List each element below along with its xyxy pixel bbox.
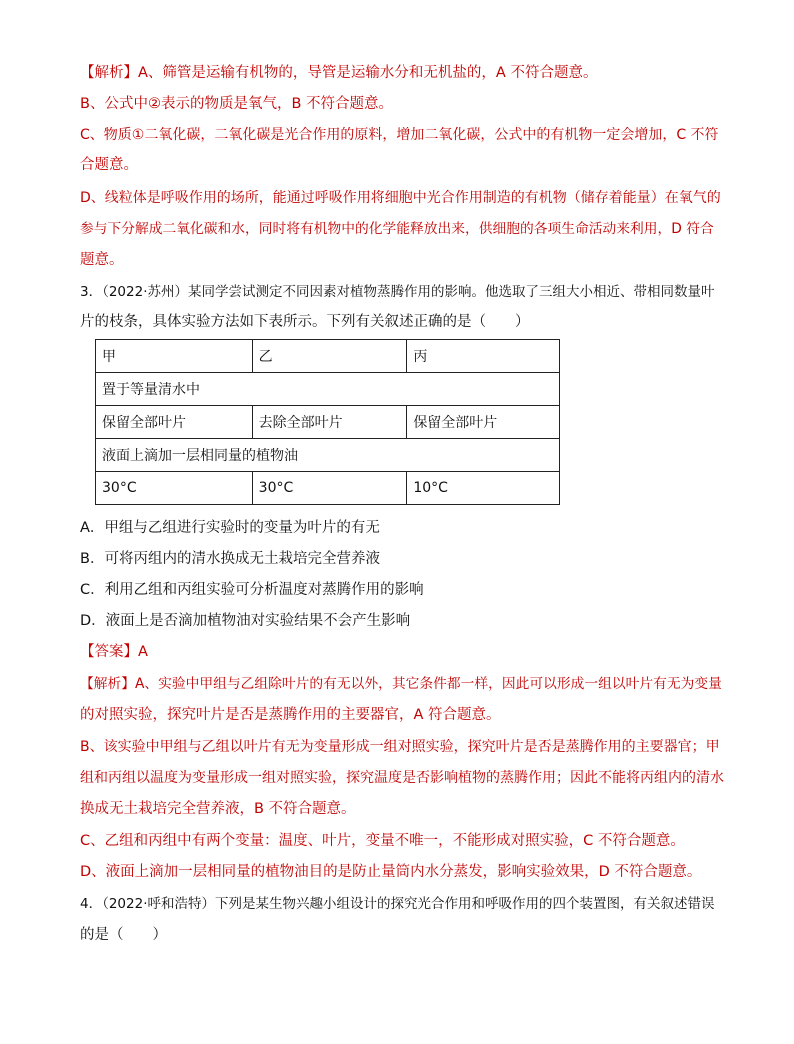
table-cell-temp-yi: 30°C xyxy=(252,472,407,505)
q3-analysis-line-7: D、液面上滴加一层相同量的植物油目的是防止量筒内水分蒸发，影响实验效果，D 不符合题意。 xyxy=(80,864,702,880)
table-cell-jia: 甲 xyxy=(96,340,253,373)
q3-stem-line-1: 3．（2022·苏州）某同学尝试测定不同因素对植物蒸腾作用的影响。他选取了三组大小相近、带相同数量叶 xyxy=(80,284,715,300)
q3-option-d: D．液面上是否滴加植物油对实验结果不会产生影响 xyxy=(80,613,411,629)
table-cell-leaves-bing: 保留全部叶片 xyxy=(407,406,560,439)
q4-stem-line-1: 4．（2022·呼和浩特）下列是某生物兴趣小组设计的探究光合作用和呼吸作用的四个装置图，有关叙述错误 xyxy=(80,896,715,912)
prev-analysis-line-5: D、线粒体是呼吸作用的场所，能通过呼吸作用将细胞中光合作用制造的有机物（储存着能量）在氧气的 xyxy=(80,190,721,206)
table-cell-temp-bing: 10°C xyxy=(407,472,560,505)
q3-analysis-line-5: 换成无土栽培完全营养液，B 不符合题意。 xyxy=(80,801,356,817)
prev-analysis-line-7: 题意。 xyxy=(80,252,124,268)
table-row-water xyxy=(96,373,560,406)
q3-analysis-line-4: 组和丙组以温度为变量形成一组对照实验，探究温度是否影响植物的蒸腾作用；因此不能将丙组内的清水 xyxy=(80,770,724,786)
q3-analysis-line-2: 的对照实验，探究叶片是否是蒸腾作用的主要器官，A 符合题意。 xyxy=(80,707,501,723)
table-cell-bing: 丙 xyxy=(407,340,560,373)
experiment-table xyxy=(95,339,560,505)
q4-stem-line-2: 的是（ ） xyxy=(80,927,167,943)
prev-analysis-line-6: 参与下分解成二氧化碳和水，同时将有机物中的化学能释放出来，供细胞的各项生命活动来利用，D 符合 xyxy=(80,221,714,237)
prev-analysis-line-4: 合题意。 xyxy=(80,157,138,173)
q3-analysis-line-6: C、乙组和丙组中有两个变量：温度、叶片，变量不唯一，不能形成对照实验，C 不符合题意。 xyxy=(80,833,685,849)
q3-analysis-line-3: B、该实验中甲组与乙组以叶片有无为变量形成一组对照实验，探究叶片是否是蒸腾作用的主要器官；甲 xyxy=(80,739,720,755)
table-row-temp xyxy=(96,472,560,505)
table-cell-temp-jia: 30°C xyxy=(96,472,253,505)
table-row-oil xyxy=(96,439,560,472)
table-cell-leaves-yi: 去除全部叶片 xyxy=(252,406,407,439)
table-cell-leaves-jia: 保留全部叶片 xyxy=(96,406,253,439)
q3-analysis-line-1: 【解析】A、实验中甲组与乙组除叶片的有无以外，其它条件都一样，因此可以形成一组以叶片有无为变量 xyxy=(80,676,722,692)
prev-analysis-line-1: 【解析】A、筛管是运输有机物的，导管是运输水分和无机盐的，A 不符合题意。 xyxy=(80,65,598,81)
table-cell-oil: 液面上滴加一层相同量的植物油 xyxy=(96,439,560,472)
q3-option-b: B．可将丙组内的清水换成无土栽培完全营养液 xyxy=(80,551,380,567)
q3-stem-line-2: 片的枝条，具体实验方法如下表所示。下列有关叙述正确的是（ ） xyxy=(80,314,530,330)
q3-answer: 【答案】A xyxy=(80,644,148,660)
table-cell-water: 置于等量清水中 xyxy=(96,373,560,406)
q3-option-c: C．利用乙组和丙组实验可分析温度对蒸腾作用的影响 xyxy=(80,582,424,598)
table-row-leaves xyxy=(96,406,560,439)
q3-option-a: A．甲组与乙组进行实验时的变量为叶片的有无 xyxy=(80,520,380,536)
table-cell-yi: 乙 xyxy=(252,340,407,373)
table-row-header xyxy=(96,340,560,373)
prev-analysis-line-3: C、物质①二氧化碳，二氧化碳是光合作用的原料，增加二氧化碳，公式中的有机物一定会增加，C 不符 xyxy=(80,127,719,143)
prev-analysis-line-2: B、公式中②表示的物质是氧气，B 不符合题意。 xyxy=(80,96,394,112)
